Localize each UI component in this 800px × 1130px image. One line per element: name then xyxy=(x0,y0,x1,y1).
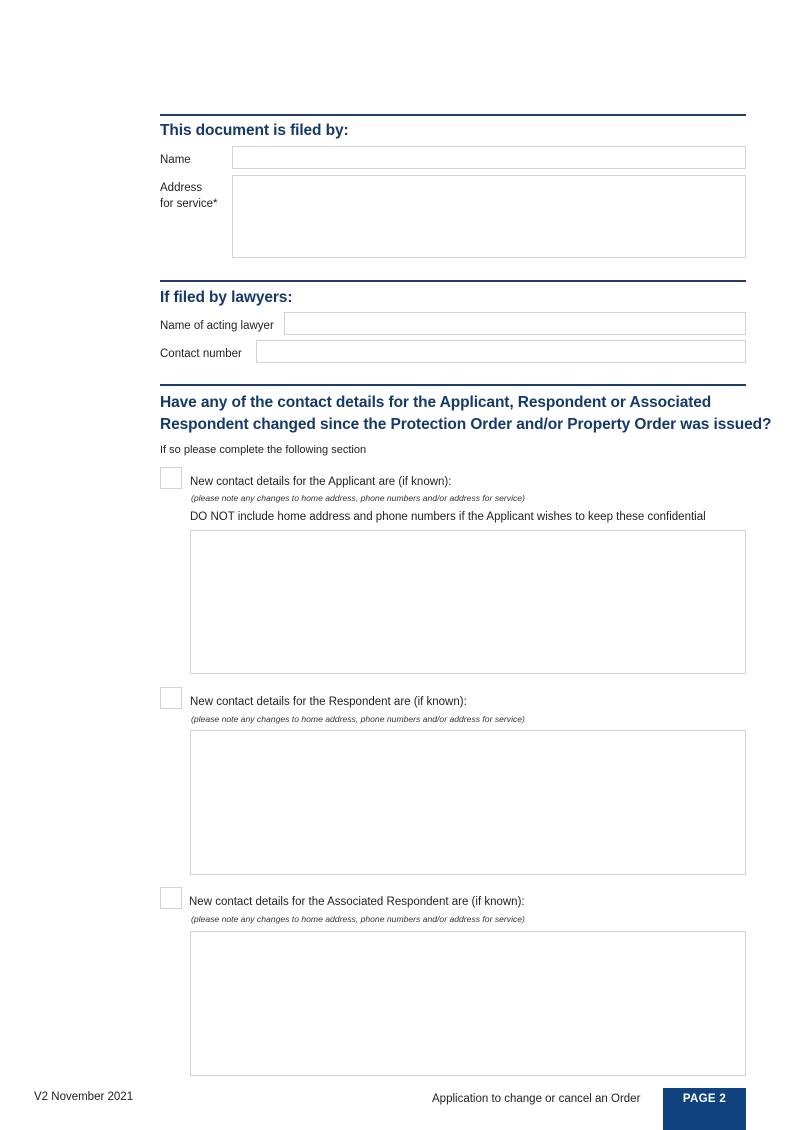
associated-respondent-label: New contact details for the Associated Respondent are (if known): xyxy=(189,896,525,908)
name-field[interactable] xyxy=(232,146,746,169)
section-divider xyxy=(160,280,746,282)
associated-respondent-checkbox[interactable] xyxy=(160,887,182,909)
section-intro: If so please complete the following section xyxy=(160,444,367,456)
applicant-note: (please note any changes to home address, phone numbers and/or address for service) xyxy=(191,493,525,503)
respondent-label: New contact details for the Respondent are (if known): xyxy=(190,696,467,708)
filed-by-heading: This document is filed by: xyxy=(160,122,349,139)
address-for-service-field[interactable] xyxy=(232,175,746,258)
respondent-checkbox[interactable] xyxy=(160,687,182,709)
contact-changes-heading-line2: Respondent changed since the Protection Order and/or Property Order was issued? xyxy=(160,416,772,433)
contact-number-field[interactable] xyxy=(256,340,746,363)
document-title: Application to change or cancel an Order xyxy=(432,1093,641,1105)
acting-lawyer-field[interactable] xyxy=(284,312,746,335)
acting-lawyer-label: Name of acting lawyer xyxy=(160,320,274,332)
version-text: V2 November 2021 xyxy=(34,1091,134,1103)
applicant-details-field[interactable] xyxy=(190,530,746,674)
applicant-checkbox[interactable] xyxy=(160,467,182,489)
respondent-details-field[interactable] xyxy=(190,730,746,875)
contact-number-label: Contact number xyxy=(160,348,242,360)
name-label: Name xyxy=(160,154,191,166)
associated-respondent-details-field[interactable] xyxy=(190,931,746,1076)
address-label-line1: Address xyxy=(160,182,203,194)
applicant-label: New contact details for the Applicant are (if known): xyxy=(190,476,452,488)
address-label-line2: for service* xyxy=(160,198,218,210)
applicant-confidential-warning: DO NOT include home address and phone numbers if the Applicant wishes to keep these confidential xyxy=(190,511,706,523)
section-divider xyxy=(160,114,746,116)
lawyers-heading: If filed by lawyers: xyxy=(160,289,293,306)
page-number-tab: PAGE 2 xyxy=(663,1088,746,1130)
associated-respondent-note: (please note any changes to home address, phone numbers and/or address for service) xyxy=(191,914,525,924)
respondent-note: (please note any changes to home address, phone numbers and/or address for service) xyxy=(191,714,525,724)
contact-changes-heading-line1: Have any of the contact details for the Applicant, Respondent or Associated xyxy=(160,394,712,411)
section-divider xyxy=(160,384,746,386)
